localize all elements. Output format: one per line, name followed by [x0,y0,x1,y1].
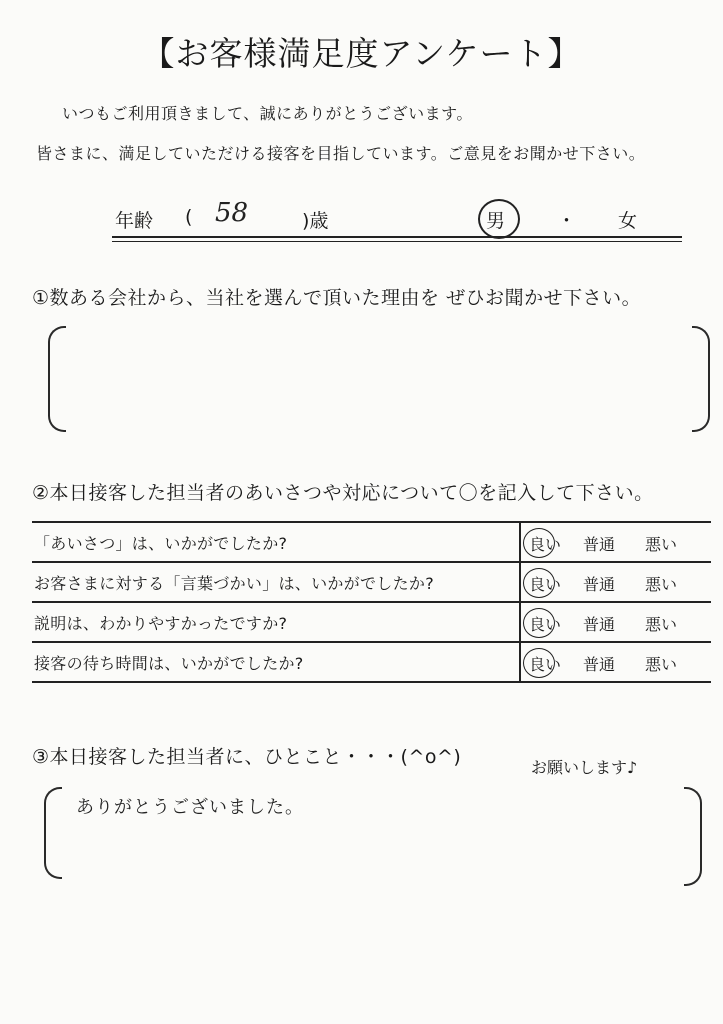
option-good[interactable]: 良い [529,575,562,594]
rating-options [520,642,711,682]
rating-row [32,642,711,682]
answer-1-field[interactable] [70,330,685,426]
rating-options [520,562,711,602]
age-suffix: )歳 [302,210,329,232]
rating-question: 「あいさつ」は、いかがでしたか? [32,522,520,562]
rating-table [32,521,711,683]
gender-separator: ・ [557,210,577,232]
rating-row [32,602,711,642]
intro-line-1: いつもご利用頂きまして、誠にありがとうございます。 [62,104,473,123]
rating-question: 説明は、わかりやすかったですか? [32,602,520,642]
question-1-text: ①数ある会社から、当社を選んで頂いた理由を ぜひお聞かせ下さい。 [32,287,642,309]
rating-question: 接客の待ち時間は、いかがでしたか? [32,642,520,682]
question-3-text: ③本日接客した担当者に、ひとこと・・・(^o^) [32,746,462,768]
answer-1-right-bracket [692,326,710,432]
intro-line-2: 皆さまに、満足していただける接客を目指しています。ご意見をお聞かせ下さい。 [36,144,646,163]
question-2-text: ②本日接客した担当者のあいさつや対応について〇を記入して下さい。 [32,482,654,504]
survey-title: 【お客様満足度アンケート】 [141,34,582,73]
rating-row [32,562,711,602]
option-bad[interactable]: 悪い [645,575,678,594]
option-average[interactable]: 普通 [583,575,616,594]
option-bad[interactable]: 悪い [645,535,678,554]
age-value[interactable]: 58 [215,198,249,228]
rating-options [520,522,711,562]
option-bad[interactable]: 悪い [645,655,678,674]
header-divider-bottom [112,241,682,242]
rating-options [520,602,711,642]
header-divider-top [112,236,682,238]
gender-male-option[interactable]: 男 [486,210,506,232]
answer-3-comment[interactable]: ありがとうございました。 [76,797,304,818]
option-good[interactable]: 良い [529,655,562,674]
age-open-paren: ( [185,206,193,228]
option-average[interactable]: 普通 [583,655,616,674]
question-3-note: お願いします♪ [531,758,638,777]
option-bad[interactable]: 悪い [645,615,678,634]
option-average[interactable]: 普通 [583,615,616,634]
rating-row [32,522,711,562]
rating-question: お客さまに対する「言葉づかい」は、いかがでしたか? [32,562,520,602]
option-good[interactable]: 良い [529,535,562,554]
age-label: 年齢 [115,210,154,232]
answer-3-right-bracket [684,787,702,886]
answer-3-left-bracket [44,787,62,879]
option-good[interactable]: 良い [529,615,562,634]
gender-female-option[interactable]: 女 [618,210,638,232]
option-average[interactable]: 普通 [583,535,616,554]
answer-1-left-bracket [48,326,66,432]
